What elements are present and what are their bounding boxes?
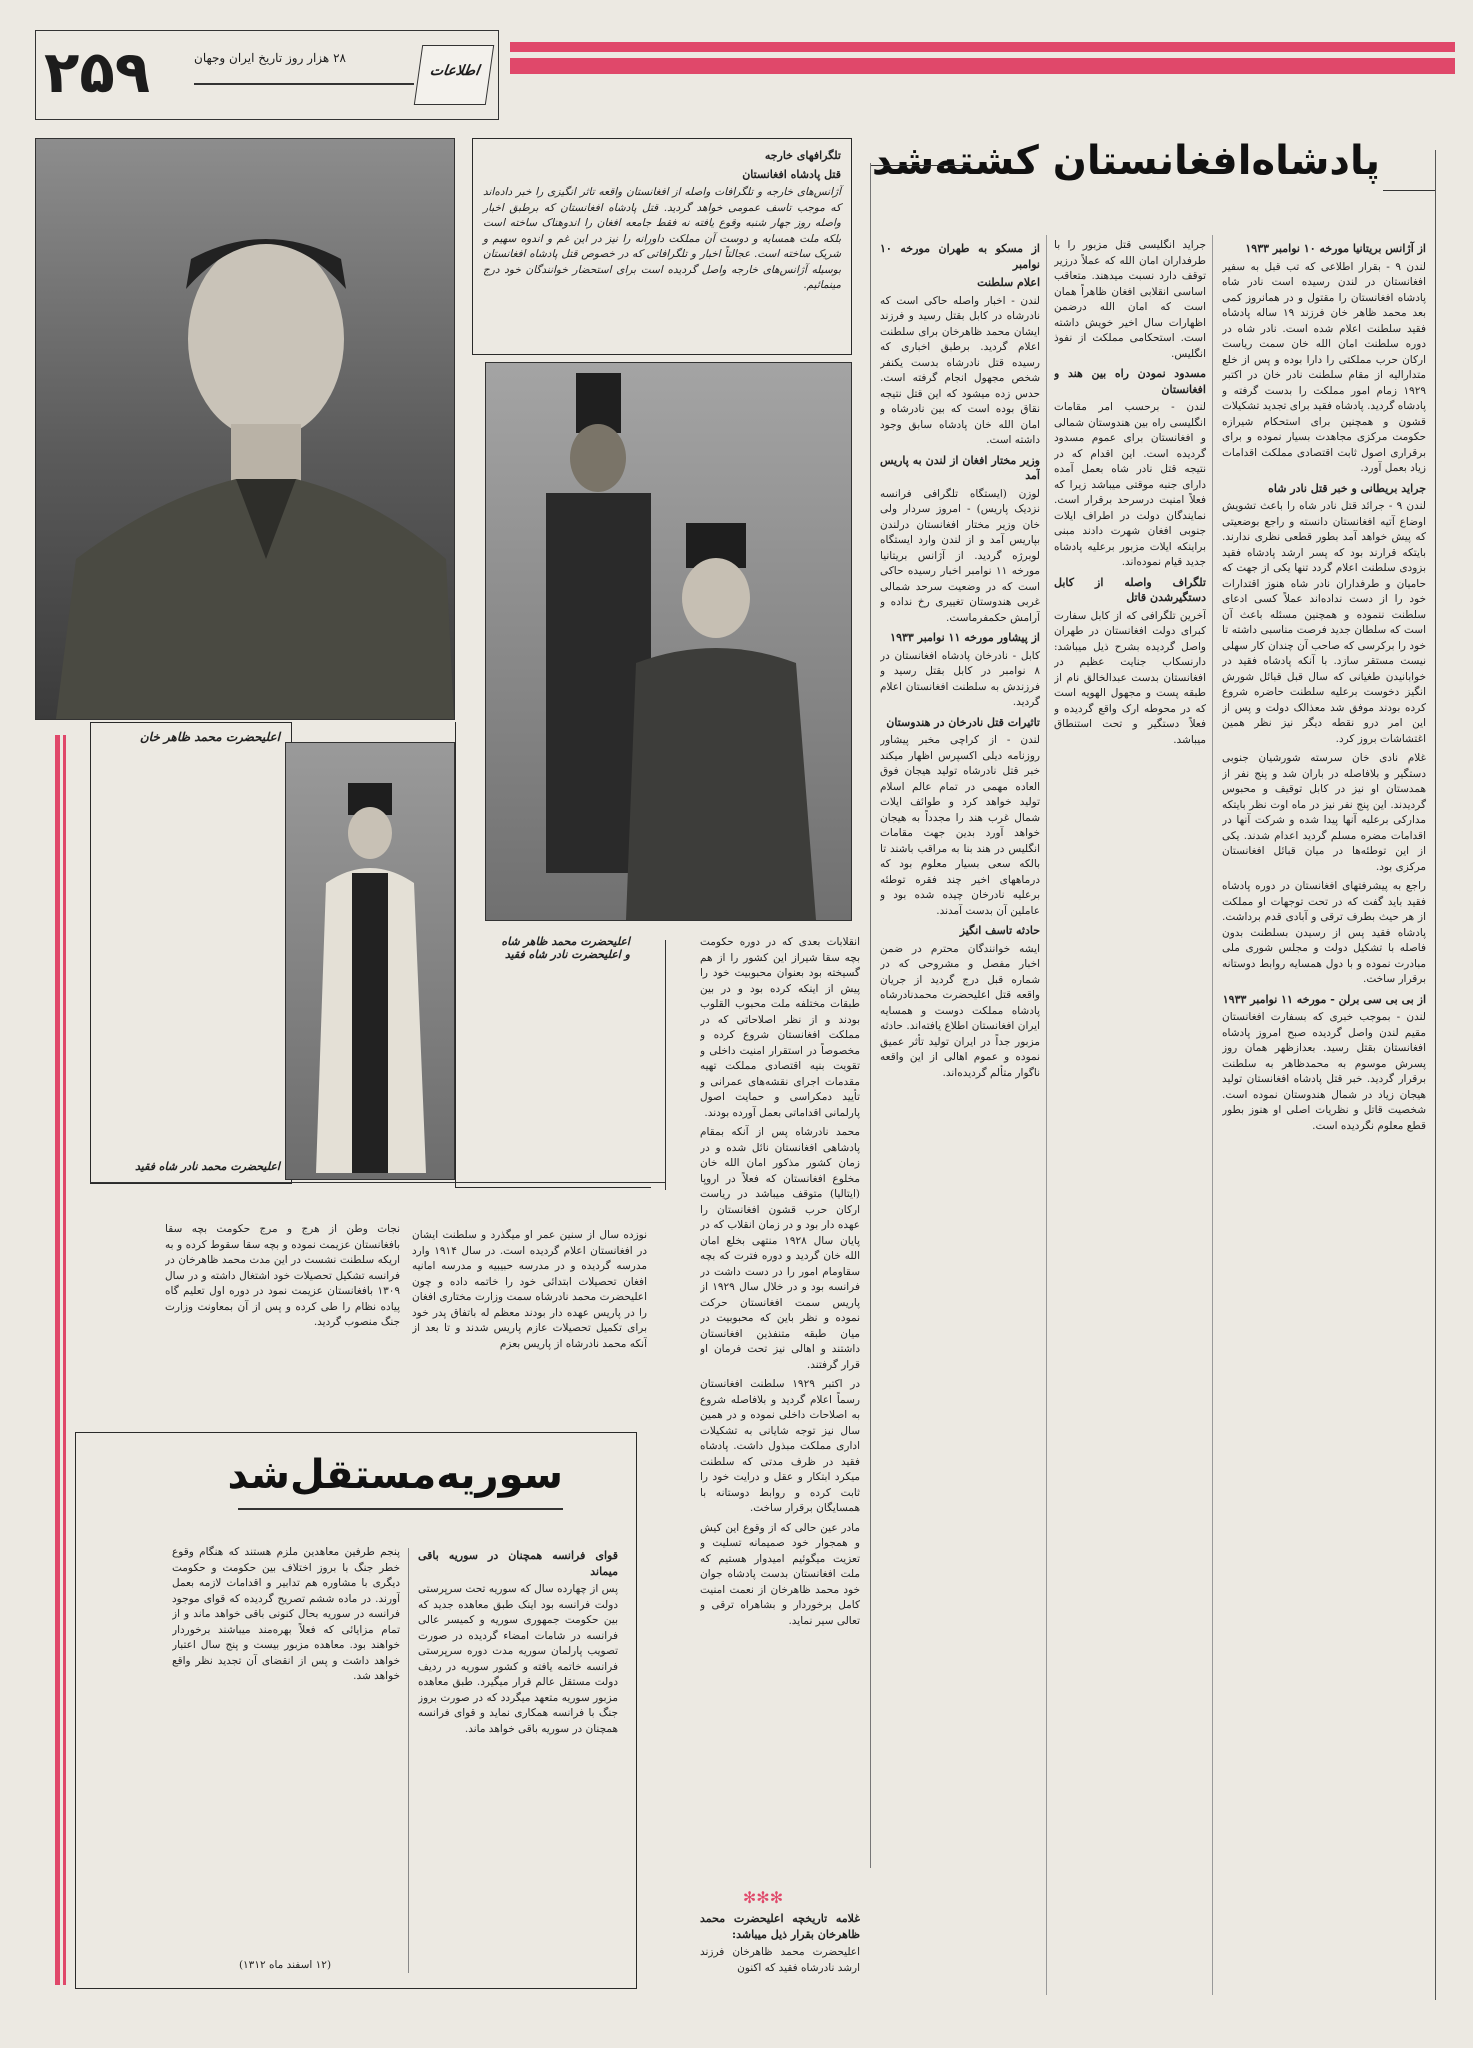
paragraph: لندن - بموجب خبری که بسفارت افغانستان مقیم لندن واصل گردیده صبح امروز پادشاه افغانستان بقتل رسید. بعدازظهر همان روز پسرش موسوم به محمدظاهر به سلطنت برقرار گردید. خبر قتل پادشاه افغانستان تولید هیجان زیاد در شمال هندوستان نموده است. شخصیت قاتل و نظریات اصلی او هنوز بطور قطع معلوم نگردیده است. [1222,1011,1426,1132]
paragraph: لندن - اخبار واصله حاکی است که نادرشاه در کابل بقتل رسید و فرزند ایشان محمد ظاهرخان برای سلطنت اعلام گردید. برطبق اخباری که رسیده قتل نادرشاه بدست یکنفر شخص مجهول انجام گرفته است. حدس زده میشود که این قتل نتیجه نقاق بوده است که بین نادرشاه و امان الله خان پادشاه سابق وجود داشته است. [880,294,1040,446]
star-ornament: ✻✻✻ [742,1888,784,1907]
article-column [880,238,1040,1958]
column-rule [1046,235,1047,1995]
paragraph: در اکتبر ۱۹۲۹ سلطنت افغانستان رسماً اعلام گردید و بلافاصله شروع به اصلاحات داخلی نموده و در همین سال نیز توجه شایانی به تشکیلات اداری مملکت مبذول داشت. پادشاه فقید در ظرف مدتی که سلطنت میکرد ابتکار و عقل و درایت خود را ثابت کرده و روابط دوستانه با همسایگان برقرار ساخت. [700,1378,860,1514]
paragraph: لندن ۹ - بقرار اطلاعی که تب قبل به سفیر افغانستان در لندن رسیده است نادر شاه پادشاه افغانستان را مقتول و در همانروز کمی بعد محمد ظاهر خان فرزند ۱۹ ساله پادشاه فقید سلطنت اعلام شده است. نادر شاه در دوره سلطنت امان الله خان سمت ریاست ارکان حرب مملکتی را دارا بوده و پس از خلع متدارالیه از مقام سلطنت نادر خان در اکتبر ۱۹۲۹ زمام امور مملکت را بدست گرفته و پادشاه گردید. پادشاه فقید برای تجدید تشکیلات قشون و همچنین برای استحکام شیرازه حکومت مرکزی مجاهدت بسیار نموده و برای برقراری اصول ثابت اقتصادی مملکت اقدامات زیاد بعمل آورد. [1222,260,1426,474]
portrait-illustration [286,743,454,1179]
accent-bar-vertical [55,735,60,1985]
paragraph: لندن ۹ - جرائد قتل نادر شاه را باعث تشویش اوضاع آتیه افغانستان دانسته و راجع بوضعیتی که پیش خواهد آمد بطور قطعی نظری ندارند. بایتکه قرارند بود که پسر ارشد پادشاه فقید بزودی سلطنت اعلام گردد تنها یکی از جهت که حامیان و طرفداران نادر شاه هنوز اقتدارات خود را از دست نداده‌اند عملاً کسی ادعای سلطنت ننموده و همچنین مسئله باعث آن است که سلطان جدید فرصت مناسبی داشته تا خود را برکرسی که صاحب آن چندان کار سهلی نیست مستقر سازد. با آنکه پادشاه فقید در خوابانیدن طغیانی که سال قبل قبائل شورش انگیز دخوست برعلیه سلطنت حاضره شروع کرده بودند موفق شد معذالک دولت و پس از این امر درو نقطه دیگر نیز نظر همین اغتشاشات بروز کرد. [1222,500,1426,745]
article-column [1054,238,1206,1958]
paragraph: اعلیحضرت محمد ظاهرخان فرزند ارشد نادرشاه فقید که اکنون [700,1946,860,1974]
syria-headline: سوریه‌مستقل‌شد [227,1452,563,1498]
paragraph: آژانس‌های خارجه و تلگرافات واصله از افغانستان واقعه تاثر انگیزی را خبر داده‌اند که موجب تاسف عمومی خواهد گردید. قتل پادشاه افغانستان که برطبق اخبار واصله روز جهار شنبه وقوع یافته نه فقط جامعه افغان را اندوهناک ساخته است بلکه ملت همسایه و دوست آن مملکت داورانه را نیز در این غم و اندوه سهیم و شریک ساخته است. عجالتاً اخبار و تلگرافاتی که در خصوص قتل پادشاه افغانستان بوسیله آژانس‌های خارجه واصل گردیده است برای استحضار خوانندگان خود درج مینمائیم. [483,186,841,291]
column-rule [408,1548,409,1973]
caption-line: و اعلیحضرت نادر شاه فقید [504,948,630,961]
section-heading: تلگراف واصله از کابل دستگیرشدن قاتل [1054,575,1206,604]
section-rule [665,940,666,1190]
accent-bar [510,58,1455,74]
headline-rule [238,1508,563,1510]
section-heading: جراید بریطانی و خبر قتل نادر شاه [1268,481,1426,495]
paragraph: لوزن (ایستگاه تلگرافی فرانسه نزدیک پاریس) - امروز سردار ولی خان وزیر مختار افغانستان درلندن بپاریس آمد و از لندن وارد ایستگاه لوبرژه گردید. از آژانس بریتانیا مورخه ۱۱ نوامبر اخبار رسیده حاکی است که در وضعیت سرحد شمالی غربی هندوستان تغییری رخ نداده و آرامش حکمفرماست. [880,487,1040,624]
article-column [700,935,860,1945]
article-column [700,1908,860,1998]
portrait-illustration [36,139,454,719]
section-rule [90,1182,665,1183]
paragraph: محمد نادرشاه پس از آنکه بمقام پادشاهی افغانستان نائل شده و در زمان کشور مذکور امان الله خان مخلوع افغانستان که فعلاً در اروپا (ایتالیا) متوقف میباشد در ریاست ارکان حرب قشون افغانستان را عهده دار بود و در زمان انقلاب که در پایان سال ۱۹۲۸ منتهی بخلع امان الله خان گردید و دوره فترت که بچه سقاومام امور را در دست داشت در فرانسه بود و در خلال سال ۱۹۲۹ از پاریس سمت افغانستان حرکت نموده و نظر باین که محبوبیت در میان طبقه متنفذین افغانستان داشتند و اهالی نیز تحت فرمان او قرار گرفتند. [700,1126,860,1371]
accent-bar [510,42,1455,52]
paragraph: لندن - برحسب امر مقامات انگلیسی راه بین هندوستان شمالی و افغانستان برای عموم مسدود گردیده است. این اقدام که در نتیجه قتل نادر شاه بعمل آمده دارای جنبه موقتی میباشد زیرا که فعلاً امنیت درسرحد برقرار است. نمایندگان دولت در اطراف ایلات جنوبی افغان شهرت دادند مبنی براینکه ایلات مزبور برعلیه پادشاه جدید قیام نموده‌اند. [1054,401,1206,568]
article-column [1222,238,1426,1978]
masthead-box [35,30,499,120]
section-heading: از بی بی سی برلن - مورخه ۱۱ نوامبر ۱۹۳۳ [1222,992,1426,1006]
headline-rule [870,165,970,166]
masthead-rule [194,83,414,85]
series-title: ۲۸ هزار روز تاریخ ایران وجهان [194,51,346,65]
paragraph: لندن - از کراچی مخبر پیشاور روزنامه دیلی اکسپرس اظهار میکند خبر قتل نادرشاه تولید هیجان فوق العاده مهمی در تمام عالم اسلام تولید خواهد کرد و طوائف ایلات شمال غرب هند را مجدداً به هیجان خواهد آورد بدین جهت مقامات انگلیس در هند بنا به مراقب باشند تا بالکه سعی بسیار معلوم بود که درماههای اخیر چند فقره توطئه برعلیه نادرخان چیده شده بود و عاملین آن بدست آمدند. [880,734,1040,917]
paragraph: جراید انگلیسی قتل مزبور را با طرفداران امان الله که عملاً درزیر توقف دارد نسبت میدهند. متعاقب اساسی انقلابی افغان ظاهراً همان است که امان الله درضمن اظهارات سال اخیر خویش داشته است. استحکامی مملکت از نفوذ انگلیس. [1054,239,1206,360]
paragraph: پنجم طرفین معاهدین ملزم هستند که هنگام وقوع خطر جنگ با بروز اختلاف بین حکومت و حکومت دیگری با مشاوره هم تدابیر و اقدامات لازمه بعمل آورند. در ماده ششم تصریح گردیده که قوای موجود فرانسه در سوریه بحال کنونی باقی خواهد ماند و از تمام مزایائی که فعلاً بهره‌مند میباشند برخوردار خواهند بود. معاهده مزبور بیست و پنج سال اعتبار خواهد داشت و پس از انقضای آن تجدید نظر واقع خواهد شد. [172,1546,400,1682]
page-number: ۲۵۹ [44,38,151,106]
portrait-photo-zahir [35,138,455,720]
newspaper-logo [414,45,494,105]
bio-column: نوزده سال از سنین عمر او میگذرد و سلطنت ایشان در افغانستان اعلام گردیده است. در سال ۱۹۱۴ وارد مدرسه گردیده و در مدرسه حبیبیه و مدرسه امانیه افغان تحصیلات ابتدائی خود را خاتمه داده و چون اعلیحضرت محمد نادرشاه سمت وزارت مختاری افغان را در پاریس عهده دار بودند معظم له باتفاق پدر خود برای تکمیل تحصیلات عازم پاریس شدند و تا بعد از آنکه محمد نادرشاه از پاریس بعزم [412,1229,647,1350]
section-heading: از مسکو به طهران مورخه ۱۰ نوامبر [880,242,1040,271]
section-heading: وزیر مختار افغان از لندن به پاریس آمد [880,453,1040,482]
column-rule [1435,150,1436,2000]
dateline: (۱۲ اسفند ماه ۱۳۱۲) [238,1959,332,1971]
section-heading: حادثه تاسف انگیز [959,924,1040,937]
caption-line: اعلیحضرت محمد ظاهر شاه [501,935,630,948]
accent-bar-vertical [63,735,66,1985]
paragraph: آخرین تلگرافی که از کابل سفارت کبرای دولت افغانستان در طهران واصل گردیده بشرح ذیل میباشد: دارنسکاب جنایت عظیم در افغانستان بدست عبدالخالق نام از طبقه پست و مجهول الهویه است که در محوطه ارک واقع گردیده و فعلاً دستگیر و تحت استنطاق میباشد. [1054,609,1206,746]
column-frame [455,722,651,1188]
photo-caption: اعلیحضرت محمد ظاهر خان [139,730,280,744]
main-headline: پادشاه‌افغانستان کشته‌شد [871,138,1380,184]
paragraph: راجع به پیشرفتهای افغانستان در دوره پادشاه فقید باید گفت که در تحت توجهات او مملکت از هر حیث بطرف ترقی و آبادی قدم برداشت. پادشاه فقید پس از رسیدن بسلطنت بدون فاصله با تشکیل دولت و مجلس شوری ملی مبادرت نموده و با دول همسایه روابط دوستانه برقرار ساخت. [1222,880,1426,985]
telegrams-box [472,138,852,355]
logo-text: اطلاعات [428,63,481,79]
section-heading: از آژانس بریتانیا مورخه ۱۰ نوامبر ۱۹۳۳ [1245,242,1426,255]
section-heading: تاثیرات قتل نادرخان در هندوستان [886,715,1040,729]
section-heading: از پیشاور مورخه ۱۱ نوامبر ۱۹۳۳ [890,631,1040,644]
section-heading: اعلام سلطنت [977,276,1040,289]
paragraph: کابل - نادرخان پادشاه افغانستان در ۸ نوامبر در کابل بقتل رسید و فرزندش به سلطنت افغانستان اعلام گردید. [880,649,1040,708]
caption-box [90,722,292,1184]
column-rule [1212,235,1213,1995]
section-heading: غلامه تاریخچه اعلیحضرت محمد ظاهرخان بقرار ذیل میباشد: [700,1912,860,1941]
column-rule [870,163,871,1868]
portrait-photo-nadir [285,742,455,1180]
paragraph: انقلابات بعدی که در دوره حکومت بچه سقا شیراز این کشور را از هم گسیخته بود بعنوان محبوبیت خود را پیش از اینکه کرده بود و در بین طبقات مختلفه ملت محبوب القلوب بودند و از نظر اصلاحاتی که در مملکت افغانستان شروع کرده و مخصوصاً در استقرار امنیت داخلی و تقویت بنیه اقتصادی مملکت تهیه مقدمات اجرای نقشه‌های عمرانی و تأیید دمکراسی و حمایت اصول پارلمانی اقداماتی بعمل آورده بودند. [700,936,860,1119]
paragraph: مادر عین حالی که از وقوع این کیش و همجوار خود صمیمانه تسلیت و تعزیت میگوئیم امیدوار هستیم که ملت افغانستان بدست پادشاه جوان خود محمد ظاهرخان از نعمت امنیت کامل برخوردار و بشاهراه ترقی و تعالی سیر نماید. [700,1521,860,1627]
box-title: تلگرافهای خارجه [764,149,841,162]
headline-rule [1383,190,1435,191]
article-column [172,1545,400,1955]
paragraph: غلام نادی خان سرسته شورشیان جنوبی دستگیر و بلافاصله در باران شد و پنج نفر از همدستان او نیز در کابل توقیف و محبوس گردیدند. این پنج نفر نیز در ماه اوت نظر بایتکه مدارکی برعلیه آنها پیدا شده و شرکت آنها در اقدامات مضره مسلم گردید اعدام شدند. یکی از این توطئه‌ها در میان قبائل افغانستان مرکزی بود. [1222,752,1426,873]
paragraph: پس از چهارده سال که سوریه تحت سرپرستی دولت فرانسه بود اینک طبق معاهده جدید که بین حکومت جمهوری سوریه و کمیسر عالی فرانسه در شامات امضاء گردیده در صورت تصویب پارلمان سوریه مدت دوره سرپرستی فرانسه خاتمه یافته و کشور سوریه در ردیف دولت مستقل عالم قرار میگیرد. طبق معاهده مزبور سوریه متعهد میگردد که در صورت بروز جنگ با فرانسه همکاری نماید و قوای فرانسه همچنان در سوریه باقی خواهد ماند. [418,1583,618,1735]
photo-caption: اعلیحضرت محمد نادر شاه فقید [135,1160,280,1173]
article-column [418,1545,618,1975]
section-heading: مسدود نمودن راه بین هند و افغانستان [1054,367,1206,396]
section-heading: قوای فرانسه همچنان در سوریه باقی میماند [418,1549,618,1578]
box-subtitle: قتل پادشاه افغانستان [742,167,841,181]
bio-column: نجات وطن از هرج و مرج حکومت بچه سقا بافغانستان عزیمت نموده و بچه سقا سقوط کرده و به اریکه سلطنت نشست در این مدت محمد ظاهرخان در فرانسه تشکیل تحصیلات خود اشتغال داشته و در سال ۱۳۰۹ بافغانستان عزیمت نمود در دوره اول تعلیم گاه پیاده نظام را طی کرده و پس از آن بمعاونت وزارت جنگ منصوب گردید. [165,1223,400,1328]
paragraph: ایشه خوانندگان محترم در ضمن اخبار مفصل و مشروحی که در شماره قبل درج گردید از جریان واقعه قتل اعلیحضرت محمدنادرشاه پادشاه مملکت دوست و همسایه ایران افغانستان اطلاع یافته‌اند. حادثه مزبور جداً در ایران تولید تأثر عمیق نموده و عموم اهالی از این واقعه ناگوار متألم گردیده‌اند. [880,942,1040,1079]
